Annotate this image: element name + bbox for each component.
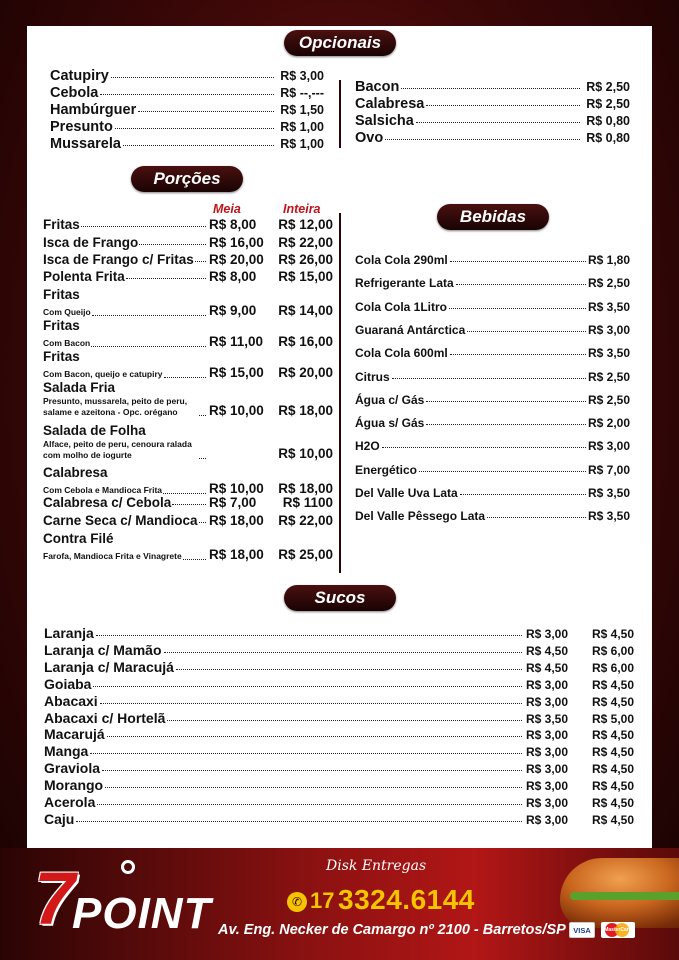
- dot-leader: [401, 88, 580, 89]
- bebida-item-price: R$ 2,00: [587, 416, 630, 431]
- bebida-item: [355, 393, 630, 407]
- porcao-name: Calabresa c/ Cebola: [43, 495, 172, 510]
- porcao-item: [43, 216, 333, 233]
- bebida-item-price: R$ 2,50: [587, 276, 630, 291]
- dot-leader: [199, 522, 206, 523]
- suco-item-price: R$ 3,00: [525, 694, 568, 709]
- suco-item-price-large: R$ 4,50: [591, 677, 634, 692]
- dot-leader: [164, 652, 523, 653]
- porcao-price-inteira: R$ 22,00: [278, 235, 333, 250]
- bebida-item-name: Água s/ Gás: [355, 416, 425, 431]
- porcao-price-meia: R$ 8,00: [209, 217, 257, 232]
- dot-leader: [450, 354, 586, 355]
- suco-item-price: R$ 3,50: [525, 711, 568, 726]
- suco-item-price-large: R$ 4,50: [591, 796, 634, 810]
- suco-item-name: Graviola: [44, 760, 101, 777]
- porcao-price-inteira: R$ 14,00: [278, 303, 333, 318]
- bebida-item-name: Água c/ Gás: [355, 392, 425, 407]
- dot-leader: [449, 308, 586, 309]
- opcional-item: [355, 96, 630, 112]
- porcao-description: Com Queijo: [43, 307, 91, 317]
- porcao-price-meia: R$ 7,00: [209, 495, 257, 510]
- opcional-item: [50, 68, 324, 84]
- opcional-item-name: Bacon: [355, 79, 400, 95]
- bebida-item: [355, 370, 630, 384]
- suco-item-name: Macarujá: [44, 726, 105, 743]
- suco-item-price-large: R$ 4,50: [591, 728, 634, 743]
- suco-item: [44, 811, 634, 827]
- suco-item: [44, 676, 634, 692]
- bebida-item-name: Guaraná Antárctica: [355, 322, 466, 337]
- bebida-item-price: R$ 3,50: [587, 509, 630, 524]
- porcao-name: Fritas: [43, 287, 80, 302]
- porcao-description: Presunto, mussarela, peito de peru, salame e azeitona - Opc. orégano: [43, 396, 188, 417]
- porcao-item: [43, 251, 333, 268]
- dot-leader: [93, 686, 522, 687]
- porcao-name: Fritas: [43, 318, 80, 333]
- dot-leader: [100, 94, 274, 95]
- dot-leader: [96, 635, 522, 636]
- porcao-name: Isca de Frango c/ Fritas: [43, 252, 194, 267]
- porcoes-col-meia: Meia: [213, 202, 241, 216]
- opcional-item-price: R$ 3,00: [280, 69, 324, 83]
- dot-leader: [176, 669, 522, 670]
- bebida-item: [355, 439, 630, 453]
- opcional-item: [355, 79, 630, 95]
- bebida-item-price: R$ 2,50: [587, 369, 630, 384]
- suco-item-price: R$ 3,00: [525, 762, 568, 777]
- dot-leader: [382, 447, 586, 448]
- dot-leader: [115, 128, 274, 129]
- porcao-price-meia: R$ 18,00: [209, 547, 264, 562]
- address: Av. Eng. Necker de Camargo nº 2100 - Barretos/SP: [218, 922, 566, 938]
- suco-item-name: Laranja c/ Maracujá: [44, 658, 174, 675]
- dot-leader: [102, 770, 522, 771]
- bebida-item: [355, 253, 630, 267]
- footer-banner: [0, 848, 679, 960]
- suco-item-price: R$ 4,50: [525, 643, 568, 658]
- porcao-name: Fritas: [43, 217, 80, 232]
- bebida-item-price: R$ 3,50: [587, 346, 630, 361]
- dot-leader: [164, 377, 207, 378]
- opcional-item: [50, 136, 324, 152]
- suco-item-price: R$ 3,00: [525, 627, 568, 641]
- porcao-price-inteira: R$ 12,00: [278, 217, 333, 232]
- opcional-item: [50, 102, 324, 118]
- sucos-title: Sucos: [284, 585, 396, 611]
- bebida-item-name: Refrigerante Lata: [355, 276, 454, 291]
- opcional-item-price: R$ 1,00: [280, 137, 324, 151]
- dot-leader: [419, 471, 586, 472]
- suco-item: [44, 777, 634, 793]
- suco-item-name: Manga: [44, 743, 89, 760]
- porcao-price-inteira: R$ 26,00: [278, 252, 333, 267]
- visa-card-icon: VISA: [569, 922, 595, 938]
- opcional-item-name: Hambúrguer: [50, 102, 137, 118]
- porcao-item: [43, 286, 333, 318]
- porcao-price-inteira: R$ 18,00: [278, 481, 333, 496]
- dot-leader: [456, 284, 586, 285]
- dot-leader: [100, 703, 522, 704]
- dot-leader: [183, 559, 206, 560]
- suco-item: [44, 743, 634, 759]
- dot-leader: [105, 787, 522, 788]
- burger-image: [560, 858, 679, 928]
- bebida-item-name: Cola Cola 600ml: [355, 346, 448, 361]
- porcao-price-meia: R$ 11,00: [209, 334, 264, 349]
- porcao-price-inteira: R$ 15,00: [278, 269, 333, 284]
- suco-item-price-large: R$ 4,50: [591, 762, 634, 777]
- porcao-name: Isca de Frango: [43, 235, 139, 250]
- opcional-item-price: R$ 0,80: [586, 114, 630, 128]
- opcional-item: [50, 85, 324, 101]
- bebida-item: [355, 416, 630, 430]
- dot-leader: [107, 736, 522, 737]
- suco-item: [44, 642, 634, 658]
- suco-item-name: Acerola: [44, 794, 96, 810]
- suco-item-price: R$ 3,00: [525, 796, 568, 810]
- bebidas-title: Bebidas: [437, 204, 549, 230]
- suco-item: [44, 726, 634, 742]
- suco-item-price-large: R$ 4,50: [591, 812, 634, 827]
- suco-item-name: Laranja c/ Mamão: [44, 641, 162, 658]
- dot-leader: [139, 244, 206, 245]
- opcionais-divider: [339, 80, 341, 148]
- phone-number[interactable]: 3324.6144: [338, 884, 475, 915]
- porcao-item: [43, 512, 333, 529]
- suco-item-price: R$ 3,00: [525, 745, 568, 760]
- bebida-item-price: R$ 3,50: [587, 486, 630, 500]
- suco-item-name: Abacaxi: [44, 692, 98, 709]
- porcao-name: Fritas: [43, 349, 80, 364]
- porcao-description: Alface, peito de peru, cenoura ralada com molho de iogurte: [43, 439, 192, 460]
- porcao-item: [43, 464, 333, 496]
- opcional-item-name: Cebola: [50, 85, 99, 101]
- logo-dot-icon: [121, 860, 135, 874]
- bebida-item-name: Energético: [355, 462, 418, 477]
- opcional-item-name: Calabresa: [355, 96, 425, 112]
- dot-leader: [90, 753, 522, 754]
- dot-leader: [111, 77, 274, 78]
- porcao-item: [43, 494, 333, 511]
- porcao-name: Calabresa: [43, 465, 108, 480]
- porcao-name: Salada Fria: [43, 380, 116, 395]
- suco-item-price-large: R$ 4,50: [591, 694, 634, 709]
- opcional-item-price: R$ 2,50: [586, 97, 630, 111]
- porcao-name: Polenta Frita: [43, 269, 125, 284]
- suco-item-price-large: R$ 6,00: [591, 660, 634, 675]
- dot-leader: [450, 261, 586, 262]
- bebida-item: [355, 300, 630, 314]
- dot-leader: [97, 804, 522, 805]
- porcoes-divider: [339, 213, 341, 573]
- bebida-item-name: Del Valle Pêssego Lata: [355, 509, 486, 524]
- suco-item-price: R$ 3,00: [525, 728, 568, 743]
- bebida-item-price: R$ 1,80: [587, 253, 630, 267]
- opcionais-title: Opcionais: [284, 30, 396, 56]
- dot-leader: [167, 720, 522, 721]
- bebida-item: [355, 346, 630, 360]
- porcao-price-meia: R$ 16,00: [209, 235, 264, 250]
- dot-leader: [467, 331, 586, 332]
- porcao-description: Farofa, Mandioca Frita e Vinagrete: [43, 551, 182, 561]
- suco-item-price: R$ 3,00: [525, 812, 568, 827]
- porcao-description: Com Bacon: [43, 338, 91, 348]
- dot-leader: [426, 105, 580, 106]
- porcao-price-meia: R$ 15,00: [209, 365, 264, 380]
- bebida-item: [355, 276, 630, 290]
- porcao-price-meia: R$ 9,00: [209, 303, 257, 318]
- mastercard-icon: MasterCard: [601, 922, 635, 938]
- dot-leader: [426, 424, 586, 425]
- opcional-item-price: R$ 0,80: [586, 131, 630, 145]
- porcao-item: [43, 379, 333, 418]
- dot-leader: [126, 278, 206, 279]
- porcao-item: [43, 317, 333, 349]
- porcao-description: Com Cebola e Mandioca Frita: [43, 485, 163, 495]
- porcao-description: Com Bacon, queijo e catupiry: [43, 369, 163, 379]
- porcoes-col-inteira: Inteira: [283, 202, 321, 216]
- bebida-item: [355, 463, 630, 477]
- suco-item-price-large: R$ 4,50: [591, 627, 634, 641]
- porcao-price-meia: R$ 10,00: [209, 481, 264, 496]
- dot-leader: [138, 111, 274, 112]
- suco-item: [44, 710, 634, 726]
- porcao-price-meia: R$ 10,00: [209, 403, 264, 418]
- opcional-item-price: R$ 1,00: [280, 120, 324, 134]
- suco-item-price-large: R$ 5,00: [591, 711, 634, 726]
- suco-item: [44, 794, 634, 810]
- bebida-item-name: Cola Cola 1Litro: [355, 299, 448, 314]
- bebida-item-price: R$ 3,00: [587, 439, 630, 454]
- dot-leader: [195, 261, 206, 262]
- bebida-item-price: R$ 7,00: [587, 462, 630, 477]
- porcao-price-inteira: R$ 22,00: [278, 513, 333, 528]
- porcao-item: [43, 422, 333, 461]
- suco-item-price: R$ 3,00: [525, 779, 568, 794]
- suco-item-price-large: R$ 4,50: [591, 745, 634, 760]
- bebida-item-name: H2O: [355, 439, 380, 454]
- bebida-item-price: R$ 3,00: [587, 322, 630, 337]
- bebida-item-name: Citrus: [355, 369, 390, 384]
- bebida-item-price: R$ 3,50: [587, 299, 630, 314]
- opcional-item-name: Presunto: [50, 119, 113, 135]
- porcao-item: [43, 348, 333, 380]
- opcional-item-name: Salsicha: [355, 113, 414, 129]
- dot-leader: [426, 401, 586, 402]
- bebida-item: [355, 509, 630, 523]
- porcao-item: [43, 268, 333, 285]
- suco-item-price-large: R$ 4,50: [591, 779, 634, 794]
- opcional-item-price: R$ 2,50: [586, 80, 630, 94]
- porcao-name: Salada de Folha: [43, 423, 146, 438]
- opcional-item: [355, 113, 630, 129]
- dot-leader: [385, 139, 580, 140]
- dot-leader: [392, 378, 586, 379]
- suco-item: [44, 760, 634, 776]
- suco-item-name: Abacaxi c/ Hortelã: [44, 709, 166, 726]
- porcao-item: [43, 234, 333, 251]
- suco-item-price: R$ 3,00: [525, 677, 568, 692]
- porcao-price-inteira: R$ 16,00: [278, 334, 333, 349]
- dot-leader: [81, 226, 206, 227]
- bebida-item-price: R$ 2,50: [587, 392, 630, 407]
- porcao-price-inteira: R$ 18,00: [278, 403, 333, 418]
- dot-leader: [76, 821, 522, 822]
- suco-item-name: Morango: [44, 777, 104, 794]
- bebida-item: [355, 323, 630, 337]
- phone-ddd: 17: [310, 888, 335, 913]
- porcao-price-meia: R$ 8,00: [209, 269, 257, 284]
- porcao-name: Carne Seca c/ Mandioca: [43, 513, 198, 528]
- bebida-item-name: Cola Cola 290ml: [355, 253, 448, 267]
- bebida-item-name: Del Valle Uva Lata: [355, 486, 458, 500]
- porcao-price-meia: R$ 18,00: [209, 513, 264, 528]
- logo-number: 7: [34, 857, 76, 940]
- dot-leader: [199, 458, 206, 459]
- logo-word: POINT: [72, 889, 212, 938]
- bebida-item: [355, 486, 630, 500]
- dot-leader: [460, 494, 586, 495]
- phone-icon: ✆: [287, 892, 307, 912]
- suco-item-price-large: R$ 6,00: [591, 643, 634, 658]
- opcional-item: [355, 130, 630, 146]
- suco-item: [44, 659, 634, 675]
- suco-item-price: R$ 4,50: [525, 660, 568, 675]
- porcao-price-inteira: R$ 1100: [282, 495, 333, 510]
- opcional-item-name: Ovo: [355, 130, 384, 146]
- dot-leader: [199, 415, 206, 416]
- opcional-item-price: R$ --,---: [280, 86, 324, 100]
- porcao-price-inteira: R$ 20,00: [278, 365, 333, 380]
- dot-leader: [91, 346, 206, 347]
- dot-leader: [487, 517, 586, 518]
- porcao-item: [43, 530, 333, 562]
- suco-item-name: Goiaba: [44, 675, 92, 692]
- opcional-item: [50, 119, 324, 135]
- porcao-price-inteira: R$ 25,00: [278, 547, 333, 562]
- opcional-item-name: Catupiry: [50, 68, 109, 84]
- porcoes-title: Porções: [131, 166, 243, 192]
- porcao-price-inteira: R$ 10,00: [278, 446, 333, 461]
- suco-item: [44, 625, 634, 641]
- suco-item-name: Caju: [44, 810, 75, 827]
- dot-leader: [123, 145, 274, 146]
- dot-leader: [92, 315, 206, 316]
- suco-item-name: Laranja: [44, 625, 94, 641]
- dot-leader: [172, 504, 206, 505]
- disk-entregas-label: Disk Entregas: [326, 858, 427, 874]
- suco-item: [44, 693, 634, 709]
- porcao-name: Contra Filé: [43, 531, 114, 546]
- opcional-item-price: R$ 1,50: [280, 103, 324, 117]
- dot-leader: [416, 122, 580, 123]
- porcao-price-meia: R$ 20,00: [209, 252, 264, 267]
- opcional-item-name: Mussarela: [50, 136, 121, 152]
